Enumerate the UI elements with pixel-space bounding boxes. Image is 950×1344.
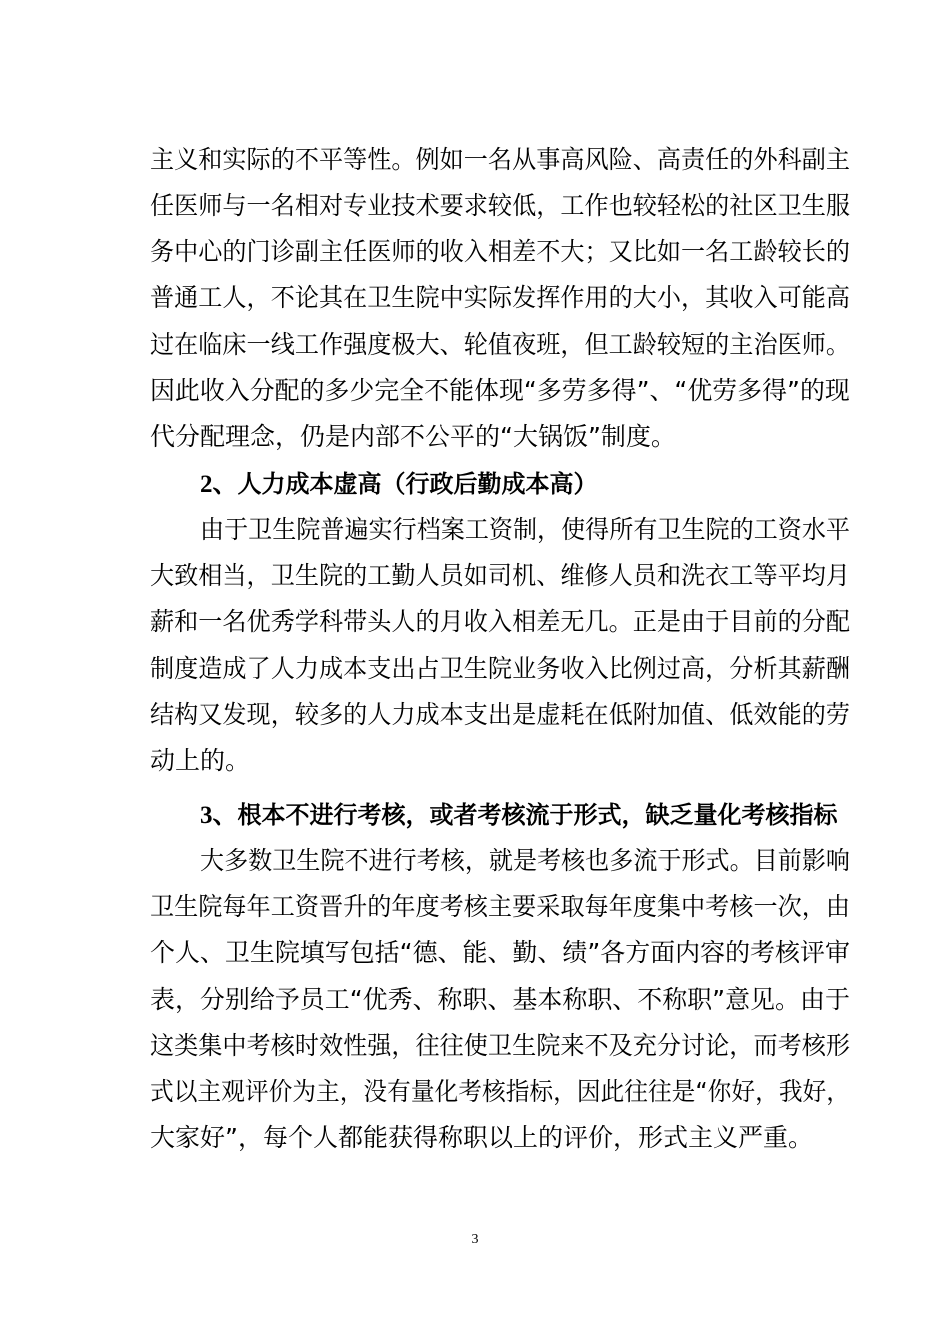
section-title: 人力成本虚高（行政后勤成本高）: [237, 469, 598, 498]
body-line: 普通工人，不论其在卫生院中实际发挥作用的大小，其收入可能高: [150, 283, 851, 313]
body-line: 大致相当，卫生院的工勤人员如司机、维修人员和洗衣工等平均月: [150, 561, 851, 591]
body-line: 卫生院每年工资晋升的年度考核主要采取每年度集中考核一次，由: [150, 892, 851, 922]
page-number: 3: [471, 1232, 479, 1247]
body-line: 动上的。: [150, 745, 251, 775]
body-line: 大多数卫生院不进行考核，就是考核也多流于形式。目前影响: [200, 846, 851, 876]
section-title: 根本不进行考核，或者考核流于形式，缺乏量化考核指标: [237, 800, 838, 829]
body-line: 薪和一名优秀学科带头人的月收入相差无几。正是由于目前的分配: [150, 607, 851, 637]
section-number: 3、: [200, 801, 238, 829]
body-line: 务中心的门诊副主任医师的收入相差不大；又比如一名工龄较长的: [150, 237, 851, 267]
section-heading: [200, 466, 598, 503]
body-line: 代分配理念，仍是内部不公平的“大锅饭”制度。: [150, 421, 676, 451]
body-line: 结构又发现，较多的人力成本支出是虚耗在低附加值、低效能的劳: [150, 699, 851, 729]
body-line: 个人、卫生院填写包括“德、能、勤、绩”各方面内容的考核评审: [150, 938, 850, 968]
body-line: 因此收入分配的多少完全不能体现“多劳多得”、“优劳多得”的现: [150, 375, 850, 405]
body-line: 主义和实际的不平等性。例如一名从事高风险、高责任的外科副主: [150, 145, 851, 174]
section-heading: [200, 797, 838, 834]
body-line: 由于卫生院普遍实行档案工资制，使得所有卫生院的工资水平: [200, 515, 851, 545]
body-line: 这类集中考核时效性强，往往使卫生院来不及充分讨论，而考核形: [150, 1030, 851, 1060]
body-line: 大家好”，每个人都能获得称职以上的评价，形式主义严重。: [150, 1123, 813, 1152]
body-line: 表，分别给予员工“优秀、称职、基本称职、不称职”意见。由于: [150, 984, 850, 1014]
body-line: 制度造成了人力成本支出占卫生院业务收入比例过高，分析其薪酬: [150, 653, 851, 683]
body-line: 任医师与一名相对专业技术要求较低，工作也较轻松的社区卫生服: [150, 191, 851, 221]
body-line: 过在临床一线工作强度极大、轮值夜班，但工龄较短的主治医师。: [150, 329, 851, 359]
body-line: 式以主观评价为主，没有量化考核指标，因此往往是“你好，我好，: [150, 1076, 850, 1106]
section-number: 2、: [200, 470, 238, 498]
